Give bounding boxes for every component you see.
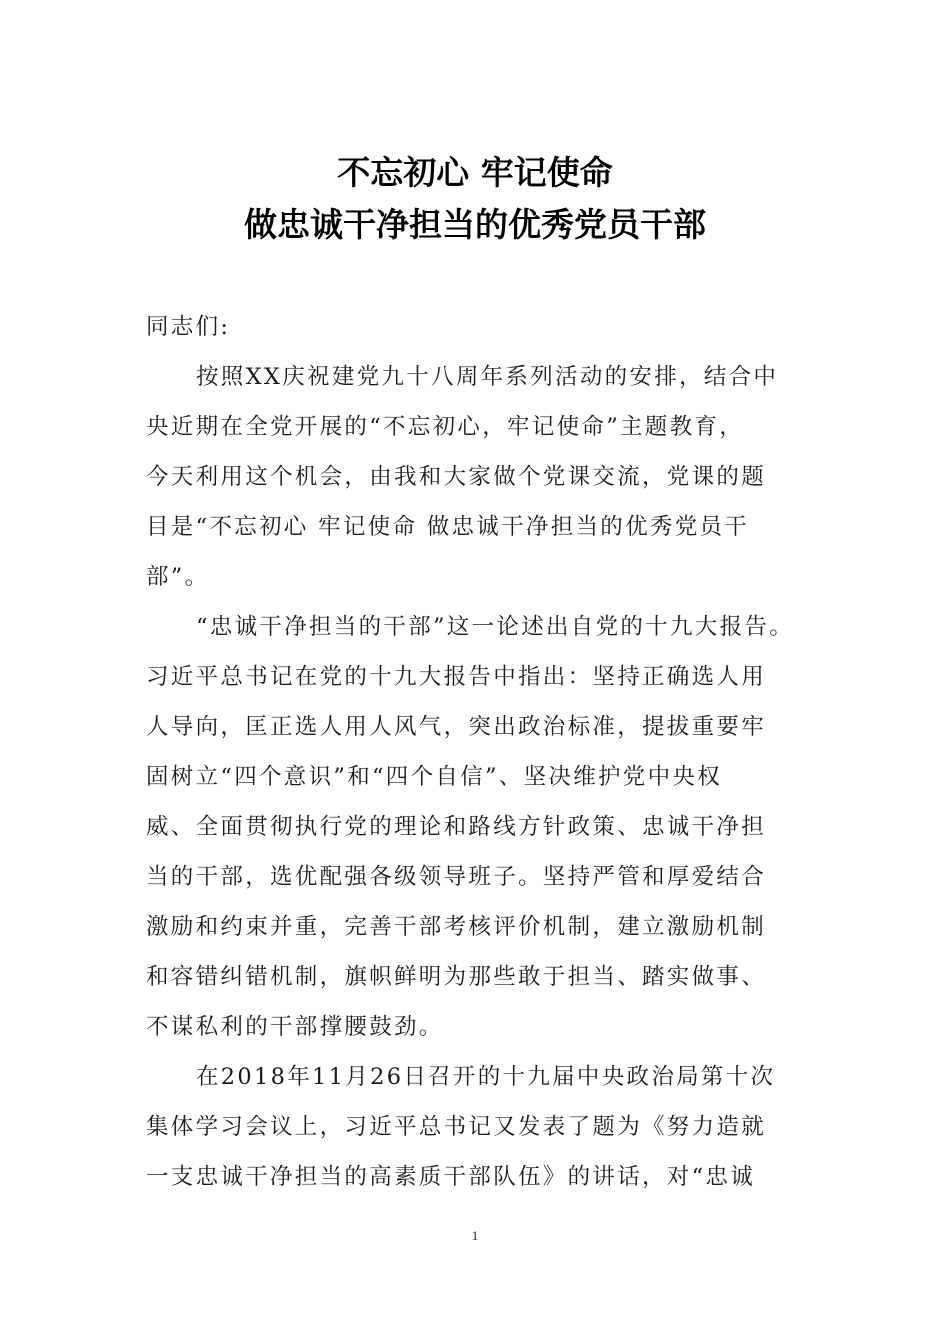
- paragraph-1-line-1: 按照XX庆祝建党九十八周年系列活动的安排，结合中: [196, 364, 779, 390]
- paragraph-1-line-5: 部”。: [146, 564, 210, 590]
- paragraph-2-line-7: 激励和约束并重，完善干部考核评价机制，建立激励机制: [146, 914, 767, 940]
- paragraph-2-line-4: 固树立“四个意识”和“四个自信”、坚决维护党中央权: [146, 764, 723, 790]
- paragraph-2-line-2: 习近平总书记在党的十九大报告中指出：坚持正确选人用: [146, 664, 767, 690]
- paragraph-2-line-8: 和容错纠错机制，旗帜鲜明为那些敢于担当、踏实做事、: [146, 964, 767, 990]
- document-title-line-1: 不忘初心 牢记使命: [337, 153, 613, 192]
- paragraph-2-line-6: 当的干部，选优配强各级领导班子。坚持严管和厚爱结合: [146, 864, 767, 890]
- page-number: 1: [471, 1228, 479, 1243]
- paragraph-2-line-1: “忠诚干净担当的干部”这一论述出自党的十九大报告。: [196, 614, 795, 640]
- paragraph-2-line-9: 不谋私利的干部撑腰鼓劲。: [146, 1014, 444, 1040]
- paragraph-1-line-3: 今天利用这个机会，由我和大家做个党课交流，党课的题: [146, 464, 767, 490]
- document-title-line-2: 做忠诚干净担当的优秀党员干部: [244, 205, 706, 244]
- paragraph-2-line-3: 人导向，匡正选人用人风气，突出政治标准，提拔重要牢: [146, 714, 767, 740]
- paragraph-3-line-3: 一支忠诚干净担当的高素质干部队伍》的讲话，对“忠诚: [146, 1164, 756, 1190]
- paragraph-3-line-2: 集体学习会议上，习近平总书记又发表了题为《努力造就: [146, 1114, 767, 1140]
- paragraph-3-line-1: 在2018年11月26日召开的十九届中央政治局第十次: [196, 1064, 776, 1090]
- paragraph-1-line-2: 央近期在全党开展的“不忘初心，牢记使命”主题教育，: [146, 414, 745, 440]
- paragraph-1-line-4: 目是“不忘初心 牢记使命 做忠诚干净担当的优秀党员干: [146, 514, 750, 540]
- paragraph-2-line-5: 威、全面贯彻执行党的理论和路线方针政策、忠诚干净担: [146, 814, 767, 840]
- salutation: 同志们:: [146, 314, 231, 340]
